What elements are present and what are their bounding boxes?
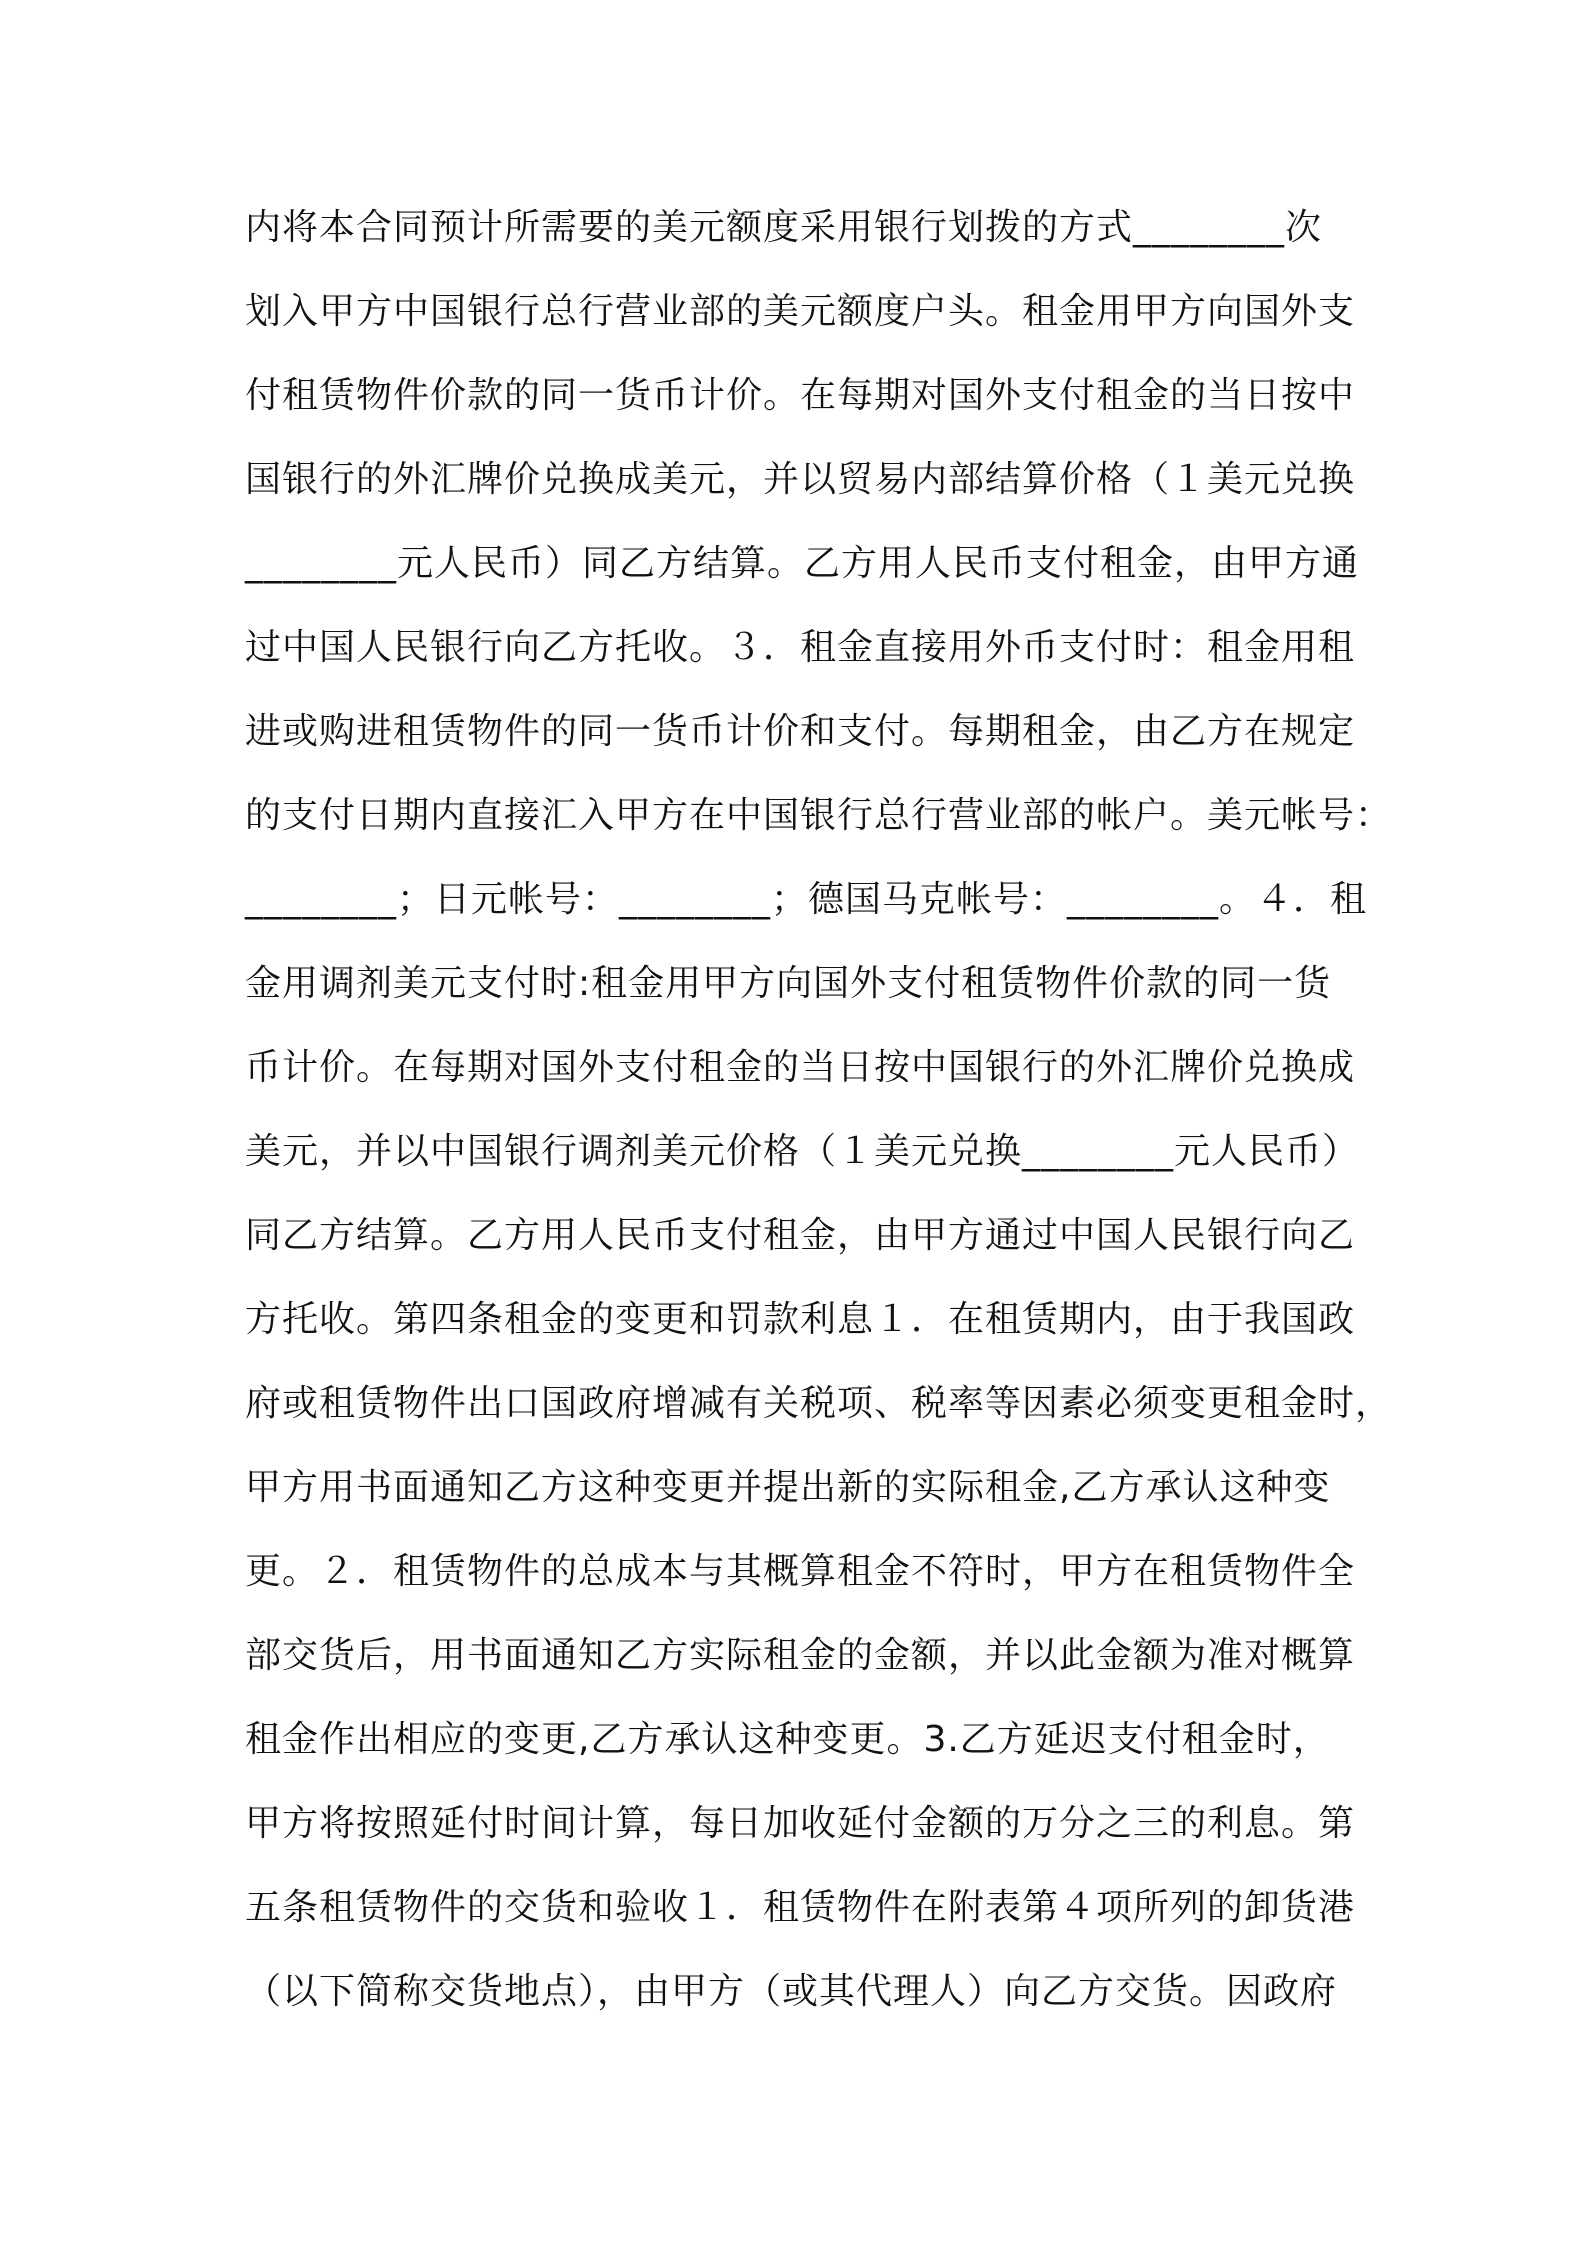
text-line: 甲方将按照延付时间计算，每日加收延付金额的万分之三的利息。第: [245, 1803, 1356, 1844]
text-line: 五条租赁物件的交货和验收１．租赁物件在附表第４项所列的卸货港: [245, 1887, 1356, 1928]
text-line: 租金作出相应的变更,乙方承认这种变更。3.乙方延迟支付租金时，: [245, 1719, 1330, 1760]
text-line: 的支付日期内直接汇入甲方在中国银行总行营业部的帐户。美元帐号：: [245, 795, 1393, 836]
text-line: 金用调剂美元支付时:租金用甲方向国外支付租赁物件价款的同一货: [245, 963, 1332, 1004]
text-line: 内将本合同预计所需要的美元额度采用银行划拨的方式________次: [245, 207, 1323, 248]
text-line: 同乙方结算。乙方用人民币支付租金，由甲方通过中国人民银行向乙: [245, 1215, 1356, 1256]
text-line: 甲方用书面通知乙方这种变更并提出新的实际租金,乙方承认这种变: [245, 1467, 1331, 1508]
text-line: 方托收。第四条租金的变更和罚款利息１．在租赁期内，由于我国政: [245, 1299, 1356, 1340]
text-line: 划入甲方中国银行总行营业部的美元额度户头。租金用甲方向国外支: [245, 291, 1356, 332]
text-line: 过中国人民银行向乙方托收。３．租金直接用外币支付时：租金用租: [245, 627, 1356, 668]
text-line: 部交货后，用书面通知乙方实际租金的金额，并以此金额为准对概算: [245, 1635, 1356, 1676]
text-line: 币计价。在每期对国外支付租金的当日按中国银行的外汇牌价兑换成: [245, 1047, 1356, 1088]
text-line: 国银行的外汇牌价兑换成美元，并以贸易内部结算价格（１美元兑换: [245, 459, 1356, 500]
text-line: ________元人民币）同乙方结算。乙方用人民币支付租金，由甲方通: [245, 543, 1360, 584]
text-line: （以下简称交货地点），由甲方（或其代理人）向乙方交货。因政府: [245, 1971, 1338, 2012]
text-line: 付租赁物件价款的同一货币计价。在每期对国外支付租金的当日按中: [245, 375, 1356, 416]
text-line: ________；日元帐号：________；德国马克帐号：________。４．租: [245, 879, 1368, 920]
contract-body-text: [245, 186, 1445, 2034]
text-line: 进或购进租赁物件的同一货币计价和支付。每期租金，由乙方在规定: [245, 711, 1356, 752]
text-line: 府或租赁物件出口国政府增减有关税项、税率等因素必须变更租金时，: [245, 1383, 1393, 1424]
text-line: 更。２．租赁物件的总成本与其概算租金不符时，甲方在租赁物件全: [245, 1551, 1356, 1592]
text-line: 美元，并以中国银行调剂美元价格（１美元兑换________元人民币）: [245, 1131, 1360, 1172]
